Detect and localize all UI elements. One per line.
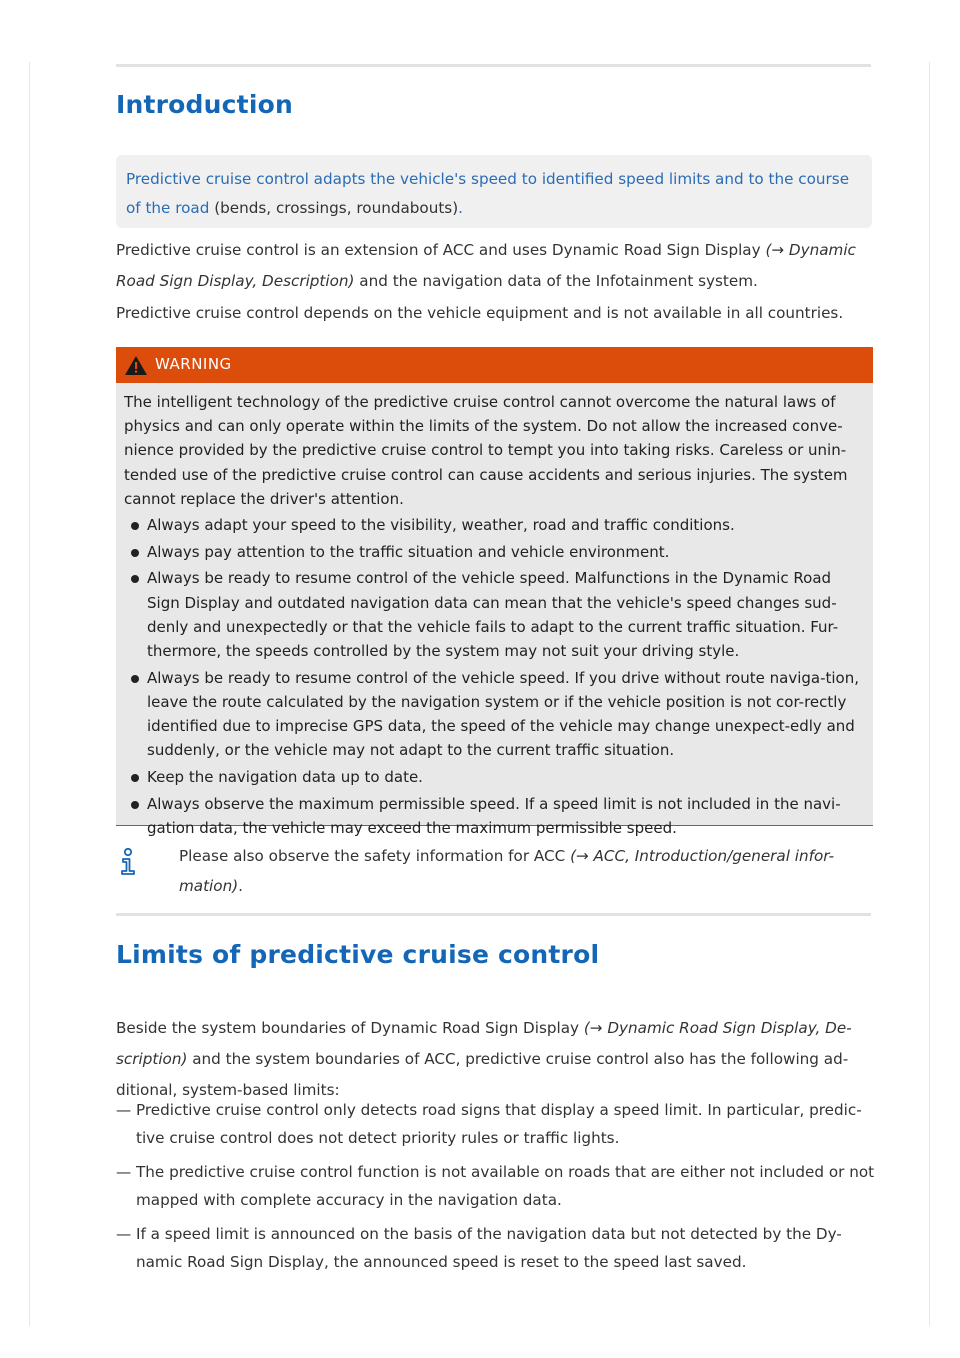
warning-header xyxy=(116,347,873,383)
bullet-dot-icon xyxy=(131,522,139,530)
warning-bullet: Keep the navigation data up to date. xyxy=(124,765,865,789)
intro-summary-rest: (bends, crossings, roundabouts) xyxy=(209,199,459,217)
dynamic-road-sign-description-link[interactable]: (→ Dynamic Road Sign Display, De-scription) xyxy=(116,1019,852,1068)
info-icon xyxy=(119,848,137,876)
bullet-dot-icon xyxy=(131,575,139,583)
warning-triangle-icon xyxy=(124,355,148,376)
warning-bullet: Always be ready to resume control of the vehicle speed. If you drive without route naviga-tion, leave the route calculated by the navigation system or if the vehicle position is not cor-rectly identified due to imprecise GPS data, the speed of the vehicle may change unexpect-edly and suddenly, or the vehicle may not adapt to the current traffic situation. xyxy=(124,666,865,763)
section-divider-top xyxy=(116,64,871,67)
page-margin-left xyxy=(29,62,30,1326)
intro-para1-start: Predictive cruise control is an extension of ACC and uses Dynamic Road Sign Display xyxy=(116,241,766,259)
limits-list-item: — If a speed limit is announced on the basis of the navigation data but not detected by the Dy-namic Road Sign Display, the announced speed is reset to the speed last saved. xyxy=(116,1220,876,1276)
dynamic-road-sign-link[interactable]: (→ Dynamic Road Sign Display, Description) xyxy=(116,241,856,290)
warning-bullet: Always adapt your speed to the visibility, weather, road and traffic conditions. xyxy=(124,513,865,537)
page-margin-right xyxy=(929,62,930,1326)
section-divider-middle xyxy=(116,913,871,916)
warning-label: WARNING xyxy=(155,355,232,373)
intro-paragraph-2: Predictive cruise control depends on the vehicle equipment and is not available in all countries. xyxy=(116,304,844,322)
bullet-dot-icon xyxy=(131,675,139,683)
limits-heading: Limits of predictive cruise control xyxy=(116,940,600,969)
bullet-dot-icon xyxy=(131,801,139,809)
dash-marker: — xyxy=(116,1163,132,1181)
warning-body xyxy=(116,383,873,837)
warning-bullet-list xyxy=(124,513,865,840)
warning-bullet: Always observe the maximum permissible speed. If a speed limit is not included in the navi-gation data, the vehicle may exceed the maximum permissible speed. xyxy=(124,792,865,840)
limits-list xyxy=(116,1096,876,1282)
intro-summary-box xyxy=(116,155,872,228)
bullet-dot-icon xyxy=(131,549,139,557)
intro-summary-highlight: Predictive cruise control adapts the vehicle's speed to identified speed limits and to the course of the road xyxy=(126,170,850,217)
acc-introduction-link[interactable]: (→ ACC, Introduction/general infor-mation) xyxy=(179,847,835,895)
dash-marker: — xyxy=(116,1225,132,1243)
intro-para1-end: and the navigation data of the Infotainment system. xyxy=(354,272,758,290)
safety-note: Please also observe the safety information for ACC (→ ACC, Introduction/general infor-mation). xyxy=(179,847,835,895)
introduction-heading: Introduction xyxy=(116,90,293,119)
warning-text: The intelligent technology of the predictive cruise control cannot overcome the natural laws of physics and can only operate within the limits of the system. Do not allow the increased conve-nience provided by the predictive cruise control to tempt you into taking risks. Careless or unin-tended use of the predictive cruise control can cause accidents and serious injuries. The system cannot replace the driver's attention. xyxy=(124,393,848,508)
limits-list-item: — Predictive cruise control only detects road signs that display a speed limit. In particular, predic-tive cruise control does not detect priority rules or traffic lights. xyxy=(116,1096,876,1152)
warning-bullet: Always be ready to resume control of the vehicle speed. Malfunctions in the Dynamic Road Sign Display and outdated navigation data can mean that the vehicle's speed changes sud-denly and unexpectedly or that the vehicle fails to adapt to the current traffic situation. Fur-thermore, the speeds controlled by the system may not suit your driving style. xyxy=(124,566,865,663)
bullet-dot-icon xyxy=(131,774,139,782)
dash-marker: — xyxy=(116,1101,132,1119)
limits-list-item: — The predictive cruise control function is not available on roads that are either not included or not mapped with complete accuracy in the navigation data. xyxy=(116,1158,876,1214)
limits-paragraph: Beside the system boundaries of Dynamic Road Sign Display (→ Dynamic Road Sign Display, De-scription) and the system boundaries of ACC, predictive cruise control also has the following ad-ditional, system-based limits: xyxy=(116,1019,852,1099)
intro-paragraph-1 xyxy=(116,235,876,297)
intro-summary-end: . xyxy=(458,199,463,217)
warning-bullet: Always pay attention to the traffic situation and vehicle environment. xyxy=(124,540,865,564)
